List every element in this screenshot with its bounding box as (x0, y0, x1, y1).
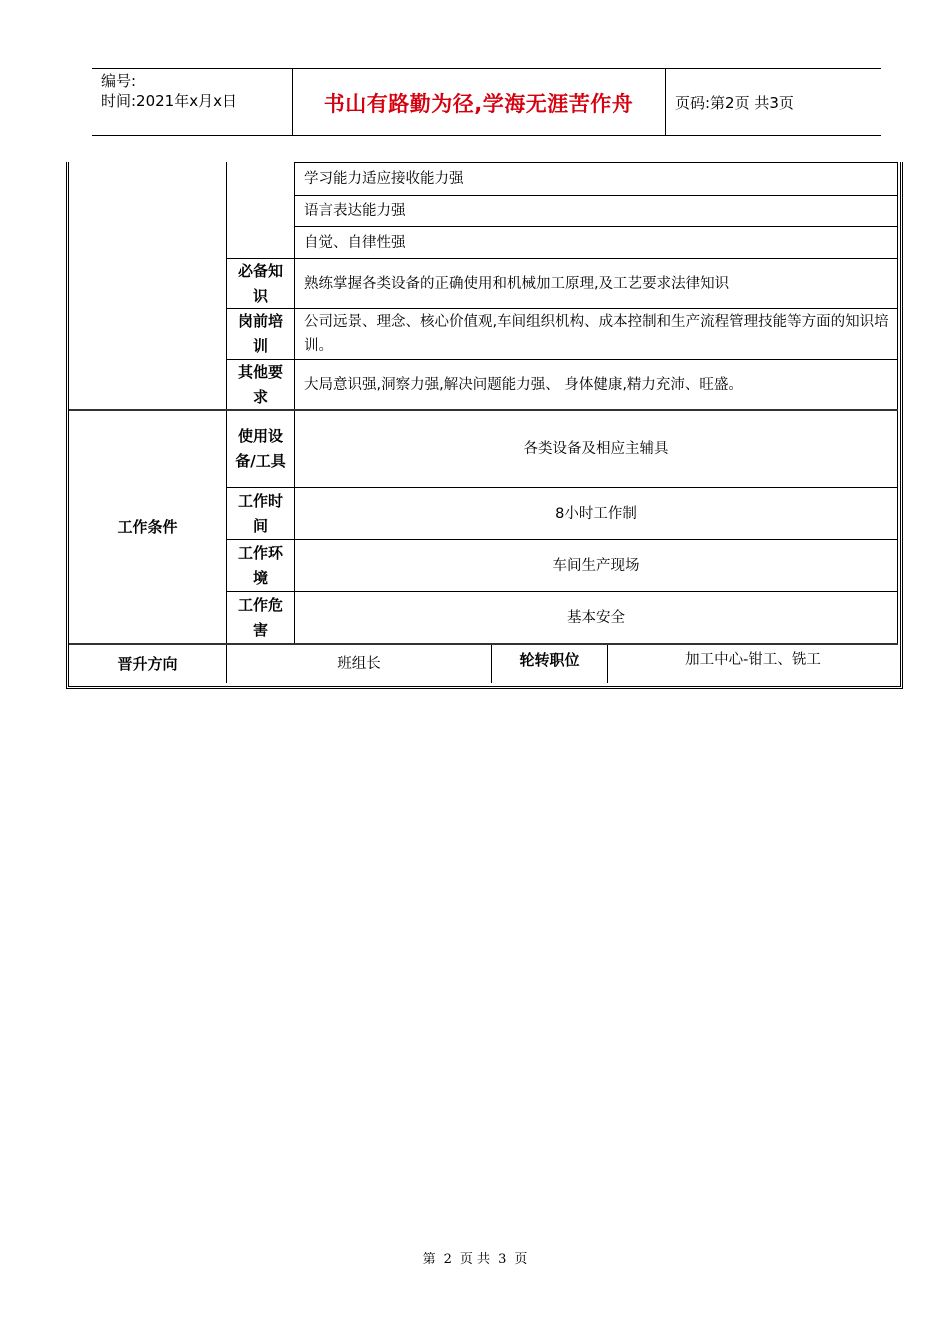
work-hazards-value: 基本安全 (567, 609, 625, 626)
rotation-value: 加工中心-钳工、铣工 (685, 652, 821, 668)
header-bottom-rule (92, 135, 881, 136)
column-divider (897, 162, 898, 644)
header-top-rule (92, 68, 881, 69)
other-requirements-label: 其他要求 (237, 362, 283, 406)
header-motto: 书山有路勤为径,学海无涯苦作舟 (323, 92, 634, 116)
footer-middle: 页 共 (459, 1252, 491, 1267)
ability-item: 语言表达能力强 (304, 203, 406, 219)
work-hazards-label: 工作危害 (237, 595, 283, 639)
promotion-label: 晋升方向 (117, 655, 178, 673)
footer-suffix: 页 (514, 1252, 528, 1267)
work-environment-value: 车间生产现场 (552, 557, 640, 574)
equipment-tools-label: 使用设备/工具 (235, 427, 286, 470)
required-knowledge-value: 熟练掌握各类设备的正确使用和机械加工原理,及工艺要求法律知识 (304, 275, 730, 292)
ability-item: 自觉、自律性强 (304, 234, 406, 251)
work-hours-label: 工作时间 (237, 491, 283, 535)
job-description-table (66, 162, 903, 689)
ability-item: 学习能力适应接收能力强 (304, 171, 464, 187)
required-knowledge-label: 必备知识 (237, 261, 283, 305)
other-requirements-value: 大局意识强,洞察力强,解决问题能力强、 身体健康,精力充沛、旺盛。 (304, 376, 743, 393)
header-page-info: 页码:第2页 共3页 (675, 94, 794, 112)
equipment-tools-value: 各类设备及相应主辅具 (523, 441, 669, 457)
document-time-label: 时间:2021年x月x日 (101, 92, 237, 110)
work-environment-label: 工作环境 (237, 543, 283, 587)
work-conditions-label: 工作条件 (117, 518, 178, 536)
document-number-label: 编号: (101, 72, 137, 90)
footer-page-number: 2 (443, 1252, 452, 1267)
footer-total-pages: 3 (498, 1252, 507, 1267)
header-divider (665, 68, 666, 135)
pre-job-training-value: 公司远景、理念、核心价值观,车间组织机构、成本控制和生产流程管理技能等方面的知识培训。 (304, 314, 889, 354)
work-hours-value: 8小时工作制 (555, 505, 637, 522)
pre-job-training-label: 岗前培训 (237, 312, 283, 355)
promotion-value: 班组长 (337, 656, 381, 672)
rotation-label: 轮转职位 (519, 651, 580, 669)
footer-prefix: 第 (422, 1252, 436, 1267)
page-footer (0, 1248, 950, 1267)
